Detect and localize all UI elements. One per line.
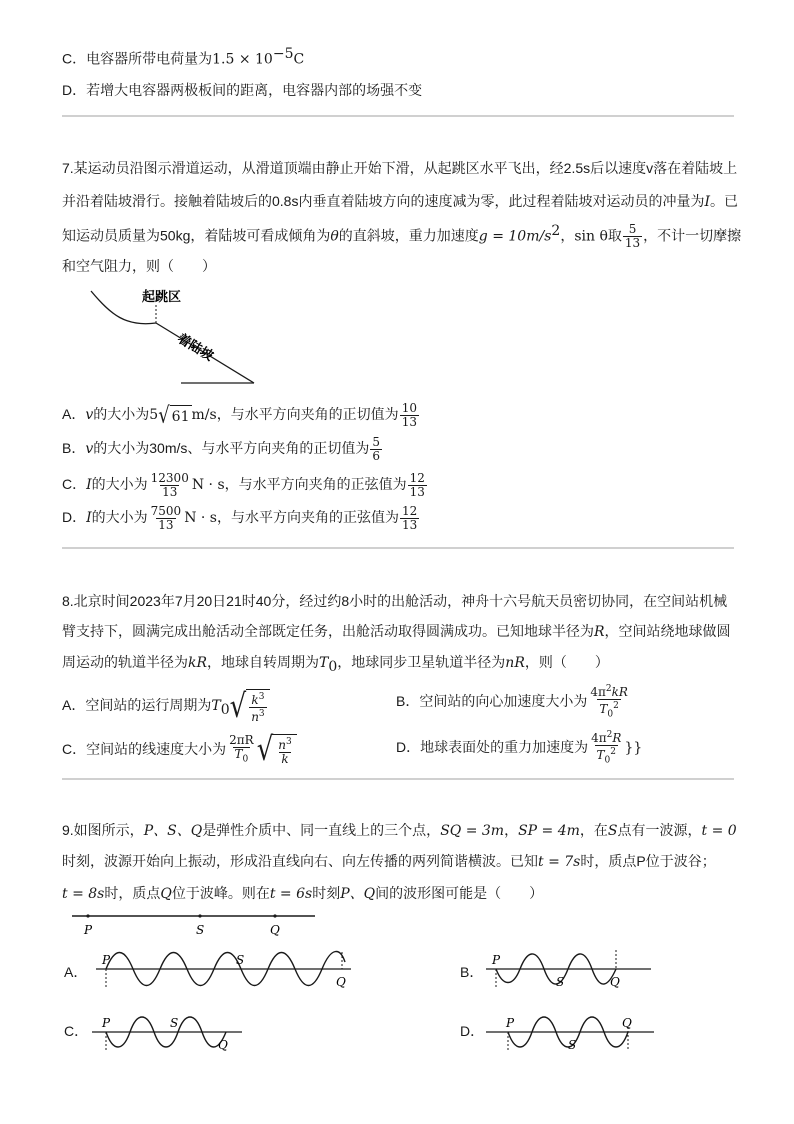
q9-line-1: 9.如图所示，P、S、Q是弹性介质中、同一直线上的三个点，SQ = 3m，SP = 4m，在S点有一波源，t = 0	[62, 822, 737, 839]
q8-option-d-fraction	[589, 729, 623, 767]
q9-option-a-label: A．	[64, 964, 88, 980]
q8-option-d	[396, 729, 642, 767]
q7-option-d-text: 的大小为	[91, 509, 148, 526]
q8-option-d-text: D．地球表面处的重力加速度为	[396, 738, 589, 755]
impulse-symbol: I	[86, 477, 92, 494]
q7-option-d-value-num: 7500	[150, 504, 182, 518]
q7-option-a-coef: 5	[149, 407, 159, 424]
q7-line-3-text-d: ，不计一切摩擦	[643, 227, 742, 244]
t0-symbol: T	[599, 702, 608, 716]
q9-line-1-text-c: ，在	[579, 822, 608, 838]
q7-option-b-fraction	[370, 436, 382, 463]
q7-line-2-text: 并沿着陆坡滑行。接触着陆坡后的0.8s内垂直着陆坡方向的速度减为零，此过程着陆坡对运动员的冲量为	[62, 193, 705, 209]
t0-subscript: 0	[220, 702, 230, 718]
q9-line-3-end: 间的波形图可能是（ ）	[375, 885, 544, 901]
t-six: t = 6s	[269, 886, 313, 902]
t0-subscript: 0	[607, 709, 614, 720]
t0-subscript: 0	[242, 754, 249, 765]
q7-option-d-prefix: D．	[62, 509, 87, 526]
point-q-label: Q	[336, 975, 346, 989]
sin-fraction	[623, 223, 642, 250]
n-exponent: 3	[286, 737, 292, 748]
q7-option-a-fraction	[400, 402, 419, 429]
q8-option-a-text: A．空间站的运行周期为	[62, 697, 212, 714]
q8-option-d-num-exp: 2	[606, 730, 613, 740]
q7-line-1: 7.某运动员沿图示滑道运动，从滑道顶端由静止开始下滑，从起跳区水平飞出，经2.5s后以速度v落在着陆坡上	[62, 160, 738, 176]
q7-option-c-prefix: C．	[62, 476, 87, 493]
q7-option-a-num: 10	[401, 401, 417, 415]
point-s-label: S	[170, 1016, 179, 1030]
divider	[62, 778, 734, 780]
q8-option-b-fraction	[588, 683, 630, 721]
jump-zone-label: 起跳区	[142, 290, 182, 305]
q7-option-d	[62, 505, 420, 532]
q9-line-1-text: 9.如图所示，	[62, 822, 144, 838]
q7-option-d-fraction	[400, 505, 419, 532]
t0-symbol: T	[596, 748, 605, 762]
point-p-label: P	[102, 1016, 111, 1030]
sp-distance: SP = 4m	[518, 823, 580, 839]
q9-wave-d	[486, 1005, 656, 1060]
q9-wave-b	[486, 942, 656, 997]
q7-option-d-value-den: 13	[158, 518, 174, 532]
velocity-symbol: v	[85, 441, 94, 458]
sqrt-61-value: 61	[170, 405, 192, 427]
q7-line-3: 知运动员质量为50kg，着陆坡可看成倾角为θ的直斜坡，重力加速度$g = 10m/s^2$，sin θ取 $\frac{5}{13}$ ，不计一切摩擦	[62, 222, 742, 251]
q8-option-a	[62, 689, 270, 724]
q9-line-2	[62, 851, 716, 872]
point-q-label: Q	[218, 1038, 228, 1052]
q8-line-2-text: 臂支持下，圆满完成出舱活动全部既定任务，出舱活动取得圆满成功。已知地球半径为	[62, 623, 594, 639]
q8-line-3-end: ，则（ ）	[524, 654, 609, 670]
k-exponent: 3	[258, 692, 265, 702]
q8-option-c	[62, 731, 297, 769]
q7-option-c-unit: N · s	[191, 477, 225, 494]
q9-line-1-text-d: 点有一波源，	[617, 822, 702, 838]
q8-line-3	[62, 652, 609, 677]
q7-option-b	[62, 436, 383, 463]
q7-option-d-text-2: ，与水平方向夹角的正弦值为	[217, 509, 399, 526]
point-s-label: S	[556, 975, 565, 989]
velocity-symbol: v	[85, 407, 94, 424]
q6-option-c-exponent: −5	[272, 46, 294, 62]
q-symbol: Q	[160, 886, 172, 902]
q8-option-d-num-r: R	[612, 731, 622, 745]
q8-option-b-text: B．空间站的向心加速度大小为	[396, 692, 588, 709]
q7-option-d-den: 13	[402, 518, 418, 532]
q7-option-d-value-fraction	[149, 505, 184, 532]
divider	[62, 547, 734, 549]
q8-option-c-text: C．空间站的线速度大小为	[62, 740, 227, 757]
q9-option-b-label: B．	[460, 964, 484, 980]
point-q-label: Q	[622, 1016, 632, 1030]
q8-line-3-text-c: ，地球同步卫星轨道半径为	[337, 654, 506, 670]
q7-option-a-text-2: ，与水平方向夹角的正切值为	[216, 406, 399, 423]
q6-option-c	[62, 44, 304, 70]
q7-line-3-text-c: 取	[607, 227, 622, 244]
q8-option-c-num: 2πR	[229, 733, 254, 747]
q8-option-a-sqrt: √ $\frac{k^3}{n^3}$	[230, 689, 270, 724]
q7-option-a-den: 13	[401, 415, 417, 429]
q9-line-1-text-b: 是弹性介质中、同一直线上的三个点，	[202, 822, 441, 838]
nr-symbol: nR	[505, 655, 525, 671]
sin-fraction-num: 5	[628, 222, 637, 237]
q7-line-3-text-b: 的直斜坡，重力加速度	[338, 227, 479, 244]
points-line-diagram	[70, 908, 330, 938]
q7-option-c-den: 13	[409, 485, 425, 499]
q7-line-2	[62, 191, 738, 212]
q8-line-2-end: ，空间站绕地球做圆	[604, 623, 731, 639]
q7-option-c-value-den: 13	[162, 485, 178, 499]
t-zero: t = 0	[701, 823, 737, 839]
q8-option-b-num-exp: 2	[605, 684, 612, 694]
n-symbol: n	[251, 710, 259, 724]
q8-option-c-root-fraction	[276, 736, 293, 766]
q7-line-4: 和空气阻力，则（ ）	[62, 258, 216, 274]
q9-line-3-text: 时，质点	[104, 885, 161, 901]
point-s-label: S	[568, 1038, 577, 1052]
sqrt-61: √ 61	[158, 401, 190, 428]
n-symbol: n	[278, 738, 286, 753]
t0-exponent: 2	[610, 747, 617, 757]
q7-option-a	[62, 402, 420, 429]
q9-line-3-text-c: 时刻	[312, 885, 341, 901]
t0-subscript: 0	[328, 658, 338, 675]
q9-line-3	[62, 883, 543, 904]
q8-option-d-tail: }}	[624, 739, 643, 756]
sq-distance: SQ = 3m	[440, 823, 505, 839]
q8-line-2	[62, 621, 731, 642]
q7-option-c	[62, 472, 428, 499]
q7-option-c-value-fraction	[149, 472, 191, 499]
divider	[62, 115, 734, 117]
t0-symbol: T	[234, 747, 243, 761]
q9-option-c-label: C．	[64, 1023, 89, 1039]
point-q-label: Q	[270, 923, 280, 937]
point-p-label: P	[506, 1016, 515, 1030]
k-symbol: k	[281, 752, 289, 767]
q7-option-b-den: 6	[372, 449, 381, 463]
q9-wave-c	[92, 1005, 252, 1060]
q7-option-d-num: 12	[402, 504, 418, 518]
theta-symbol: θ	[330, 228, 339, 245]
point-s-label: S	[236, 953, 245, 967]
q8-option-d-num: 4π	[591, 731, 607, 745]
n-exponent: 3	[258, 709, 265, 719]
psq-symbols: P、S、Q	[143, 823, 203, 839]
q8-option-c-sqrt: √ $\frac{n^3}{k}$	[257, 734, 297, 766]
q6-option-d: D．若增大电容器两极板间的距离，电容器内部的场强不变	[62, 82, 423, 98]
point-q-label: Q	[610, 975, 620, 989]
impulse-symbol: I	[86, 510, 92, 527]
point-s-label: S	[196, 923, 205, 937]
q7-option-c-fraction	[408, 472, 427, 499]
kr-symbol: kR	[188, 655, 208, 671]
q8-line-3-text-b: ，地球自转周期为	[207, 654, 320, 670]
q9-line-2-text: 时刻，波源开始向上振动，形成沿直线向右、向左传播的两列简谐横波。已知	[62, 853, 538, 869]
q6-option-c-value: 1.5 × 10	[212, 51, 273, 68]
q7-option-c-num: 12	[409, 471, 425, 485]
t0-subscript: 0	[604, 755, 611, 766]
q9-line-2-end: 时，质点P位于波谷；	[580, 853, 716, 869]
t0-symbol: T	[211, 698, 221, 715]
q7-option-c-text: 的大小为	[91, 476, 148, 493]
q7-option-b-text: 的大小为30m/s、与水平方向夹角的正切值为	[93, 440, 370, 457]
s-symbol: S	[607, 823, 618, 839]
q9-wave-a	[96, 942, 356, 997]
q6-option-c-unit: C	[293, 51, 305, 68]
t-seven: t = 7s	[538, 854, 581, 870]
q7-line-3-text: 知运动员质量为50kg，着陆坡可看成倾角为	[62, 227, 331, 244]
radius-symbol: R	[594, 624, 605, 640]
q9-line-3-text-b: 位于波峰。则在	[171, 885, 270, 901]
q7-option-d-unit: N · s	[184, 510, 217, 527]
landing-slope-label: 着陆坡	[174, 331, 216, 365]
impulse-symbol: I	[704, 194, 710, 210]
q7-option-a-prefix: A．	[62, 406, 86, 423]
q7-option-b-prefix: B．	[62, 440, 86, 457]
q7-option-c-value-num: 12300	[150, 471, 189, 485]
sin-fraction-den: 13	[624, 236, 641, 251]
q8-line-3-text: 周运动的轨道半径为	[62, 654, 188, 670]
q8-option-b	[396, 683, 631, 721]
sin-theta: sin θ	[574, 228, 608, 245]
q7-option-b-num: 5	[372, 435, 381, 449]
q8-option-a-root-fraction	[249, 691, 266, 724]
t0-exponent: 2	[613, 701, 619, 711]
ski-slope-diagram	[86, 285, 266, 390]
q7-option-a-unit: m/s	[191, 407, 217, 424]
q8-option-c-fraction	[227, 734, 256, 766]
pq-symbols: P、Q	[340, 886, 376, 902]
q9-option-d-label: D．	[460, 1023, 485, 1039]
q8-option-b-num-kr: kR	[611, 685, 628, 699]
q6-option-c-text: C．电容器所带电荷量为	[62, 50, 213, 67]
q7-option-a-text: 的大小为	[93, 406, 150, 423]
q7-line-2-end: 。已	[710, 193, 738, 209]
point-p-label: P	[102, 953, 111, 967]
t0-symbol: T	[319, 655, 329, 671]
t-eight: t = 8s	[62, 886, 105, 902]
q8-option-b-num: 4π	[590, 685, 606, 699]
k-symbol: k	[251, 693, 259, 707]
q7-option-c-text-2: ，与水平方向夹角的正弦值为	[224, 476, 407, 493]
point-p-label: P	[84, 923, 93, 937]
point-p-label: P	[492, 953, 501, 967]
gravity-value: g = 10m/s	[478, 228, 552, 245]
q8-line-1: 8.北京时间2023年7月20日21时40分，经过约8小时的出舱活动，神舟十六号航天员密切协同，在空间站机械	[62, 593, 728, 609]
